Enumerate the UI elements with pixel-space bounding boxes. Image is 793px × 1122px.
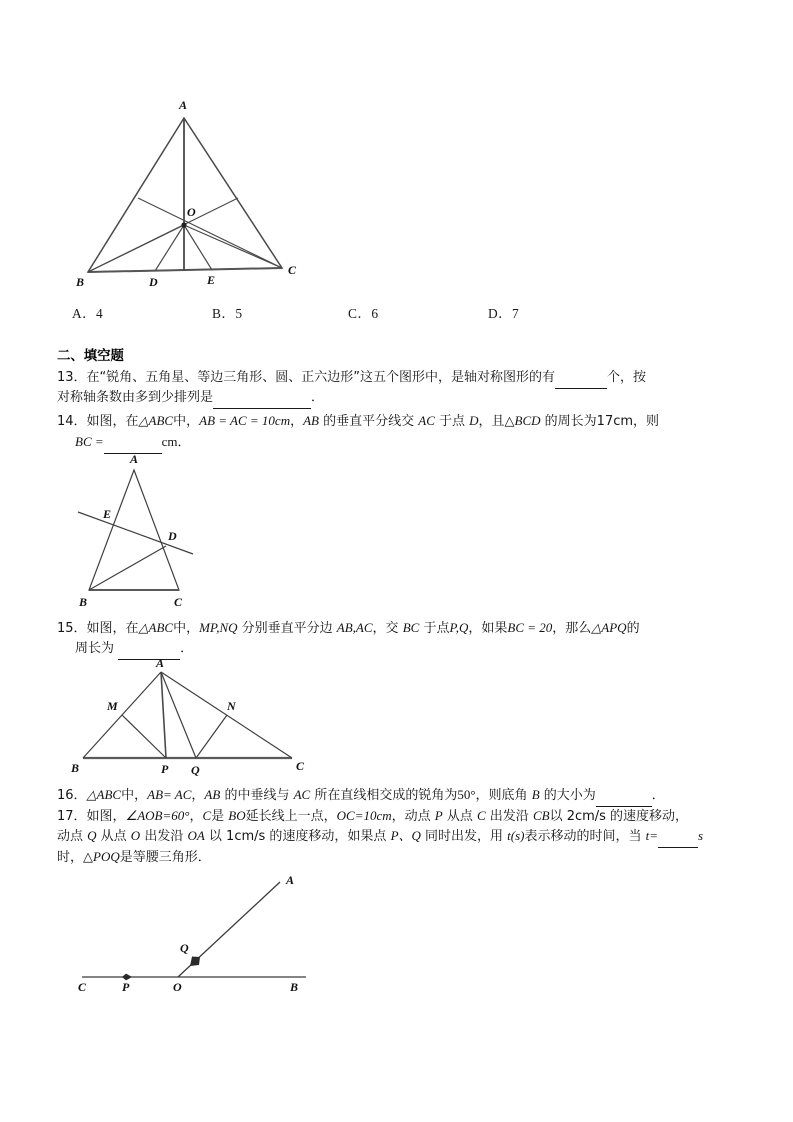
- q15-s9: P,Q: [449, 620, 469, 635]
- q16-s11: B: [531, 787, 540, 802]
- figure17-label-B: B: [290, 980, 299, 994]
- figure17-label-O: O: [173, 980, 182, 994]
- figure15-label-N: N: [227, 699, 236, 713]
- q16-s9: 50°: [457, 787, 476, 802]
- question-16-line-1: [57, 785, 665, 807]
- question-17-line-2: [57, 826, 703, 848]
- figure14-label-D: D: [168, 529, 177, 543]
- q17-b8: 同时出发，用: [420, 829, 508, 844]
- question-13-line-1: [57, 368, 646, 389]
- figure17-label-A: A: [286, 873, 295, 887]
- q14-s7: AC: [418, 413, 435, 428]
- q16-s8: 所在直线相交成的锐角为: [310, 788, 458, 803]
- q15-s14: 的: [626, 621, 640, 636]
- q13-text-b: 个，按: [607, 370, 647, 385]
- q17-a6: 延长线上一点，: [245, 809, 337, 824]
- q17-a11: C: [477, 808, 486, 823]
- figure15-label-B: B: [71, 761, 80, 775]
- figure15-label-M: M: [107, 699, 118, 713]
- figure17-label-C: C: [78, 980, 87, 994]
- q14-s6: 的垂直平分线交: [319, 414, 419, 429]
- choice-a[interactable]: A．4: [72, 306, 104, 321]
- q14-blank[interactable]: [104, 433, 162, 454]
- q17-b0: 动点: [57, 829, 88, 844]
- q16-s6: 的中垂线与: [220, 788, 294, 803]
- question-17-line-3: [57, 847, 211, 868]
- figure14-label-B: B: [79, 595, 88, 609]
- q17-a3: C: [202, 808, 212, 823]
- q17-a8: ，动点: [391, 809, 435, 824]
- q14-period: ．: [177, 435, 191, 450]
- q17-b6: 以 1cm/s 的速度移动，如果点: [204, 829, 391, 844]
- q14-s12: 的周长为17cm，则: [540, 414, 660, 429]
- figure12-label-O: O: [187, 205, 196, 219]
- q15-s6: ，交: [372, 621, 403, 636]
- q17-c1: POQ: [93, 849, 120, 864]
- q17-b4: 出发沿: [140, 829, 188, 844]
- q15-s10: ，如果: [468, 621, 508, 636]
- q16-s12: 的大小为: [539, 788, 596, 803]
- choice-c[interactable]: C．6: [348, 306, 379, 321]
- q13-text-d: ．: [311, 390, 325, 405]
- q14-s10: ，且△: [478, 414, 515, 429]
- figure12-label-A: A: [179, 98, 188, 112]
- question-13-line-2: [57, 388, 324, 409]
- q13-blank-1[interactable]: [555, 368, 607, 389]
- figure-triangle-two-perp-bisectors: [60, 658, 310, 776]
- q14-s1: △ABC: [138, 413, 174, 428]
- q16-s3: AB= AC: [147, 787, 192, 802]
- q15-s4: 分别垂直平分边: [237, 621, 337, 636]
- q15-s11: BC = 20: [507, 620, 553, 635]
- q14-s4: ，: [290, 414, 304, 429]
- choice-b[interactable]: B．5: [212, 306, 243, 321]
- figure12-label-E: E: [207, 273, 216, 287]
- q14-s0: 14．如图，在: [57, 414, 139, 429]
- q15-s7: BC: [402, 620, 420, 635]
- q14-unit: cm: [161, 434, 178, 449]
- question-15-line-1: [57, 618, 640, 639]
- q15-s3: MP,NQ: [199, 620, 238, 635]
- q15-l2a: 周长为: [75, 641, 115, 656]
- q16-s4: ，: [191, 788, 205, 803]
- q17-b10: 表示移动的时间，当: [524, 829, 646, 844]
- question-15-line-2: [75, 639, 193, 660]
- q15-s12: ，那么: [552, 621, 592, 636]
- q17-b7: P、Q: [390, 828, 421, 843]
- q14-s3: AB = AC = 10cm: [199, 413, 291, 428]
- q16-s5: AB: [204, 787, 221, 802]
- q17-b9: t(s): [507, 828, 525, 843]
- q17-a13: CB: [532, 808, 550, 823]
- q15-blank[interactable]: [118, 639, 180, 660]
- q17-a1: ∠AOB=60°: [125, 808, 190, 823]
- q14-s2: 中，: [173, 414, 200, 429]
- q16-s10: ，则底角: [475, 788, 532, 803]
- figure14-label-A: A: [130, 452, 139, 466]
- figure15-label-C: C: [296, 759, 305, 773]
- q15-s13: △APQ: [591, 620, 627, 635]
- q17-a2: ，: [189, 809, 203, 824]
- q17-blank[interactable]: [658, 827, 698, 848]
- q17-c0: 时，△: [57, 850, 93, 865]
- choice-d[interactable]: D．7: [488, 306, 520, 321]
- q15-s0: 15．如图，在: [57, 621, 139, 636]
- figure14-label-E: E: [103, 507, 112, 521]
- q17-b11: t=: [645, 828, 659, 843]
- figure12-label-C: C: [288, 263, 297, 277]
- q17-a9: P: [434, 808, 443, 823]
- section-heading: 二、填空题: [57, 349, 124, 364]
- figure12-label-D: D: [149, 275, 158, 289]
- figure17-label-P: P: [122, 980, 130, 994]
- q15-s2: 中，: [173, 621, 200, 636]
- q13-text-a: 13．在“锐角、五角星、等边三角形、圆、正六边形”这五个图形中，是轴对称图形的有: [57, 370, 556, 385]
- q17-b3: O: [130, 828, 141, 843]
- q16-s1: △ABC: [86, 787, 122, 802]
- q16-period: ．: [651, 788, 665, 803]
- q14-bc: BC =: [75, 434, 104, 449]
- figure-angle-moving-points: [60, 868, 330, 993]
- q15-l2b: ．: [180, 641, 194, 656]
- question-17-line-1: [57, 806, 688, 827]
- q16-s2: 中，: [121, 788, 148, 803]
- question-14-line-1: [57, 411, 659, 432]
- q17-a0: 17．如图，: [57, 809, 126, 824]
- q14-s8: 于点: [434, 414, 470, 429]
- q15-s5: AB,AC: [336, 620, 373, 635]
- q17-a10: 从点: [442, 809, 477, 824]
- figure-triangle-perp-bisector: [60, 452, 280, 612]
- q15-s1: △ABC: [138, 620, 174, 635]
- q17-b5: OA: [187, 828, 205, 843]
- q17-b1: Q: [87, 828, 97, 843]
- q17-a7: OC=10cm: [336, 808, 392, 823]
- q17-a5: BO: [228, 808, 246, 823]
- q14-s5: AB: [303, 413, 319, 428]
- q13-blank-2[interactable]: [213, 388, 311, 409]
- q17-b2: 从点: [96, 829, 131, 844]
- figure12-label-B: B: [76, 275, 85, 289]
- q17-a12: 出发沿: [485, 809, 533, 824]
- q16-blank[interactable]: [596, 786, 652, 807]
- q15-s8: 于点: [419, 621, 450, 636]
- q17-a4: 是: [211, 809, 229, 824]
- figure14-label-C: C: [174, 595, 183, 609]
- q17-c2: 是等腰三角形．: [119, 850, 211, 865]
- q14-s9: D: [469, 413, 479, 428]
- question-14-line-2: [75, 432, 191, 454]
- q14-s11: BCD: [514, 413, 541, 428]
- figure15-label-Q: Q: [191, 763, 200, 777]
- figure15-label-P: P: [161, 762, 169, 776]
- q17-a14: 以 2cm/s 的速度移动，: [549, 809, 689, 824]
- q13-text-c: 对称轴条数由多到少排列是: [57, 390, 214, 405]
- q17-b12: s: [698, 828, 704, 843]
- figure15-label-A: A: [156, 656, 165, 670]
- figure17-label-Q: Q: [180, 941, 189, 955]
- q16-s0: 16．: [57, 788, 87, 803]
- q16-s7: AC: [293, 787, 311, 802]
- figure-triangle-cevians: [60, 90, 320, 290]
